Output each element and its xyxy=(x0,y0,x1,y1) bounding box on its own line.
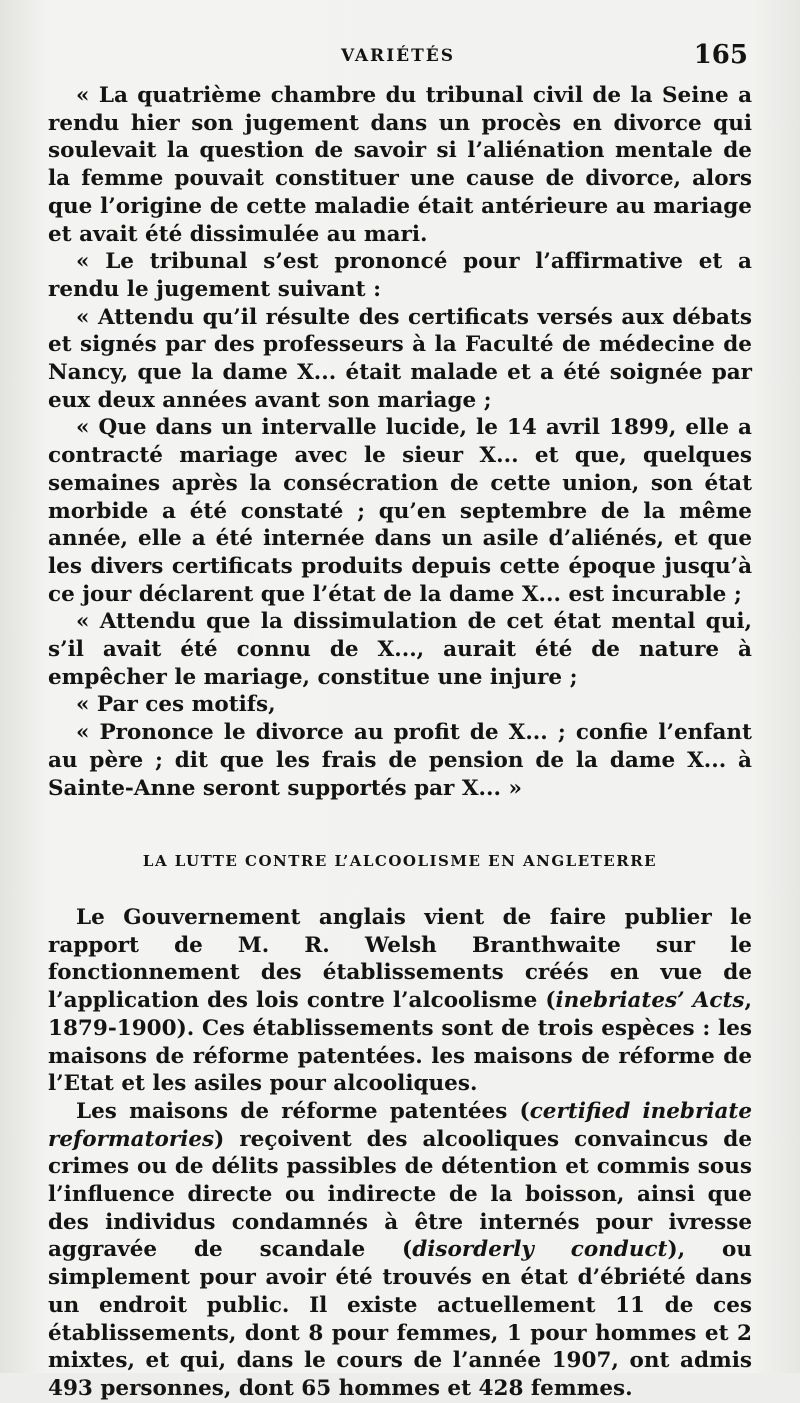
text-run: Le Gouvernement anglais vient de faire publier le rapport de M. R. Welsh Branthwaite sur le fonctionnement des établissements créés en vue de l’application des lois contre l’alcoolisme ( xyxy=(48,904,752,1014)
paragraph xyxy=(48,1098,752,1403)
page-number: 165 xyxy=(693,40,748,70)
text-run: , 1879-1900). Ces établissements sont de trois espèces : les maisons de réforme patentées. les maisons de réforme de l’Etat et les asiles pour alcooliques. xyxy=(48,988,752,1097)
paragraph: « Attendu que la dissimulation de cet état mental qui, s’il avait été connu de X..., aurait été de nature à empêcher le mariage, constitue une injure ; xyxy=(48,609,752,690)
paragraph: « Le tribunal s’est prononcé pour l’affirmative et a rendu le jugement suivant : xyxy=(48,249,752,302)
text-run: ), ou simplement pour avoir été trouvés en état d’ébriété dans un endroit public. Il existe actuellement 11 de ces établissements, dont 8 pour femmes, 1 pour hommes et 2 mixtes, et qui, dans le cours de l’année 1907, ont admis 493 personnes, dont 65 hommes et 428 femmes. xyxy=(48,1237,752,1401)
paragraph: « Que dans un intervalle lucide, le 14 avril 1899, elle a contracté mariage avec le sieur X... et que, quelques semaines après la consécration de cette union, son état morbide a été constaté ; qu’en septembre de la même année, elle a été internée dans un asile d’aliénés, et que les divers certificats produits depuis cette époque jusqu’à ce jour déclarent que l’état de la dame X... est incurable ; xyxy=(48,415,752,607)
text-run: ) reçoivent des alcooliques convaincus de crimes ou de délits passibles de détention et commis sous l’influence directe ou indirecte de la boisson, ainsi que des individus condamnés à être internés pour ivresse aggravée de scandale ( xyxy=(48,1126,752,1263)
text-run: Les maisons de réforme patentées ( xyxy=(76,1098,530,1124)
italic-term: inebriates’ Acts xyxy=(555,988,745,1014)
paragraph: « La quatrième chambre du tribunal civil de la Seine a rendu hier son jugement dans un procès en divorce qui soulevait la question de savoir si l’aliénation mentale de la femme pouvait constituer une cause de divorce, alors que l’origine de cette maladie était antérieure au mariage et avait été dissimulée au mari. xyxy=(48,83,752,247)
italic-term: disorderly conduct xyxy=(412,1237,668,1263)
paragraph: « Prononce le divorce au profit de X... ; confie l’enfant au père ; dit que les frais de pension de la dame X... à Sainte-Anne seront supportés par X... » xyxy=(48,720,752,801)
paragraph xyxy=(48,904,752,1098)
running-head: VARIÉTÉS xyxy=(341,46,455,66)
body-text xyxy=(48,82,752,1403)
page-header xyxy=(48,40,748,72)
section-body xyxy=(48,904,752,1403)
paragraph: « Attendu qu’il résulte des certificats versés aux débats et signés par des professeurs à la Faculté de médecine de Nancy, que la dame X... était malade et a été soignée par eux deux années avant son mariage ; xyxy=(48,304,752,413)
paragraph: « Par ces motifs, xyxy=(76,692,276,718)
italic-term: certified inebriate reformatories xyxy=(48,1098,752,1152)
section-heading: LA LUTTE CONTRE L’ALCOOLISME EN ANGLETERRE xyxy=(142,852,658,871)
